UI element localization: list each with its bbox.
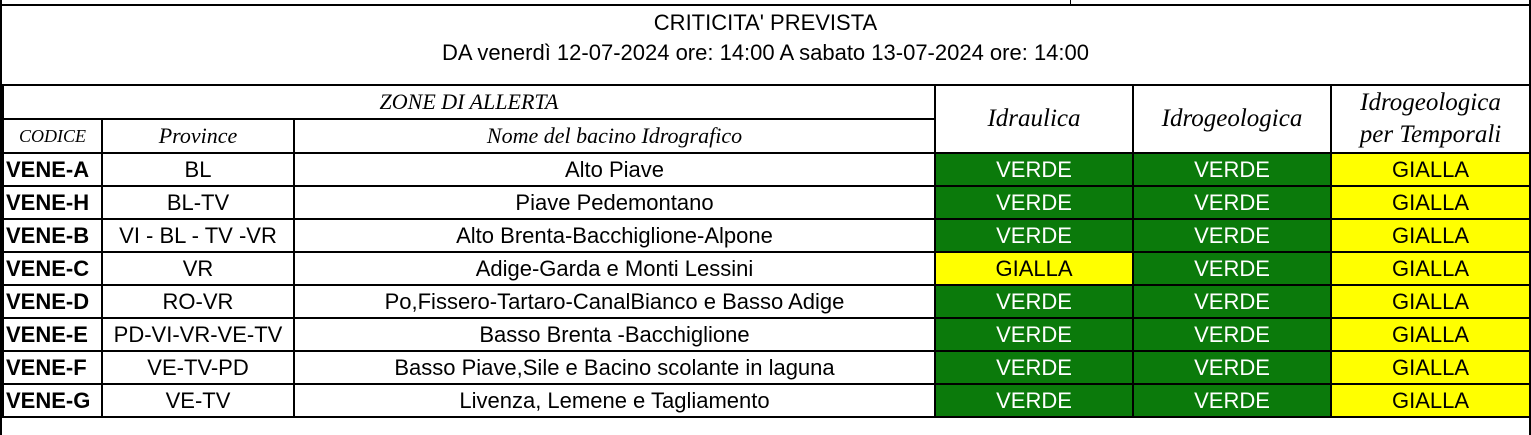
idrogeologica-level: VERDE — [1133, 351, 1331, 384]
table-row — [3, 186, 1530, 219]
zone-province: VE-TV-PD — [102, 351, 294, 384]
table-row — [3, 252, 1530, 285]
idrogeologica-level: VERDE — [1133, 252, 1331, 285]
zone-code: VENE-A — [3, 153, 102, 186]
idraulica-level: VERDE — [935, 186, 1133, 219]
zone-province: PD-VI-VR-VE-TV — [102, 318, 294, 351]
zone-province: VI - BL - TV -VR — [102, 219, 294, 252]
basin-name: Adige-Garda e Monti Lessini — [294, 252, 935, 285]
temporali-header — [1331, 85, 1530, 153]
bulletin-header — [2, 6, 1529, 84]
temporali-level: GIALLA — [1331, 186, 1530, 219]
idraulica-level: VERDE — [935, 318, 1133, 351]
table-row — [3, 318, 1530, 351]
bulletin-title: CRITICITA' PREVISTA — [653, 10, 878, 35]
basin-name: Piave Pedemontano — [294, 186, 935, 219]
bacino-header: Nome del bacino Idrografico — [294, 119, 935, 153]
basin-name: Livenza, Lemene e Tagliamento — [294, 384, 935, 417]
table-row — [3, 219, 1530, 252]
basin-name: Basso Piave,Sile e Bacino scolante in laguna — [294, 351, 935, 384]
zone-province: RO-VR — [102, 285, 294, 318]
idrogeologica-level: VERDE — [1133, 219, 1331, 252]
province-header: Province — [102, 119, 294, 153]
idraulica-header: Idraulica — [935, 85, 1133, 153]
zone-group-header: ZONE DI ALLERTA — [3, 85, 935, 119]
table-header-row — [3, 85, 1530, 119]
table-row — [3, 384, 1530, 417]
basin-name: Po,Fissero-Tartaro-CanalBianco e Basso Adige — [294, 285, 935, 318]
table-body — [3, 153, 1530, 417]
temporali-level: GIALLA — [1331, 384, 1530, 417]
zone-code: VENE-B — [3, 219, 102, 252]
zone-code: VENE-C — [3, 252, 102, 285]
table-row — [3, 285, 1530, 318]
zone-province: VR — [102, 252, 294, 285]
temporali-header-line2: per Temporali — [1359, 121, 1502, 148]
temporali-level: GIALLA — [1331, 285, 1530, 318]
temporali-level: GIALLA — [1331, 219, 1530, 252]
idrogeologica-header: Idrogeologica — [1133, 85, 1331, 153]
idrogeologica-level: VERDE — [1133, 153, 1331, 186]
zone-code: VENE-H — [3, 186, 102, 219]
idraulica-level: VERDE — [935, 285, 1133, 318]
temporali-level: GIALLA — [1331, 153, 1530, 186]
idraulica-level: VERDE — [935, 384, 1133, 417]
temporali-level: GIALLA — [1331, 318, 1530, 351]
basin-name: Basso Brenta -Bacchiglione — [294, 318, 935, 351]
idraulica-level: VERDE — [935, 219, 1133, 252]
zone-code: VENE-G — [3, 384, 102, 417]
validity-period: DA venerdì 12-07-2024 ore: 14:00 A sabato 13-07-2024 ore: 14:00 — [441, 40, 1090, 65]
temporali-header-line1: Idrogeologica — [1360, 89, 1501, 116]
idrogeologica-level: VERDE — [1133, 285, 1331, 318]
codice-header: CODICE — [3, 119, 102, 153]
table-row — [3, 351, 1530, 384]
idrogeologica-level: VERDE — [1133, 318, 1331, 351]
basin-name: Alto Piave — [294, 153, 935, 186]
idrogeologica-level: VERDE — [1133, 186, 1331, 219]
idraulica-level: VERDE — [935, 153, 1133, 186]
zone-province: VE-TV — [102, 384, 294, 417]
idraulica-level: GIALLA — [935, 252, 1133, 285]
alert-zones-table — [2, 84, 1531, 418]
temporali-level: GIALLA — [1331, 351, 1530, 384]
temporali-level: GIALLA — [1331, 252, 1530, 285]
zone-code: VENE-E — [3, 318, 102, 351]
zone-province: BL — [102, 153, 294, 186]
zone-province: BL-TV — [102, 186, 294, 219]
basin-name: Alto Brenta-Bacchiglione-Alpone — [294, 219, 935, 252]
idrogeologica-level: VERDE — [1133, 384, 1331, 417]
table-row — [3, 153, 1530, 186]
zone-code: VENE-D — [3, 285, 102, 318]
idraulica-level: VERDE — [935, 351, 1133, 384]
zone-code: VENE-F — [3, 351, 102, 384]
